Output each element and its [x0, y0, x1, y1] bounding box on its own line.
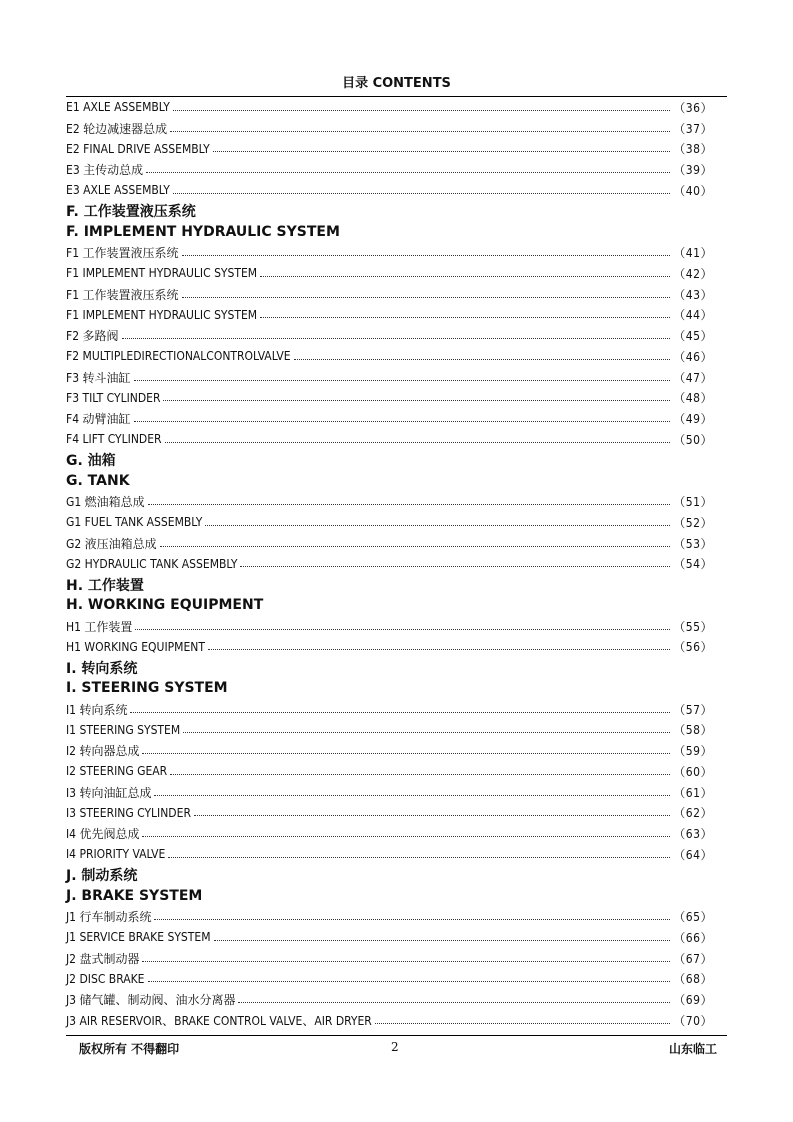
toc-entry-page: （47） [673, 370, 713, 385]
page-footer [0, 1040, 793, 1060]
toc-entry-title: F4 LIFT CYLINDER [66, 432, 162, 447]
toc-dot-leader [148, 981, 671, 982]
toc-entry[interactable] [66, 699, 713, 720]
toc-entry-page: （50） [673, 432, 713, 447]
toc-entry-page: （56） [673, 640, 713, 655]
toc-dot-leader [130, 712, 670, 713]
copyright-notice: 版权所有 不得翻印 [79, 1042, 180, 1056]
toc-entry-title: J3 储气罐、制动阀、油水分离器 [66, 993, 236, 1008]
toc-section-heading: I. 转向系统 [66, 660, 138, 677]
toc-dot-leader [173, 193, 670, 194]
toc-entry-title: G1 FUEL TANK ASSEMBLY [66, 515, 203, 530]
toc-entry[interactable] [66, 242, 713, 263]
toc-entry[interactable] [66, 1010, 713, 1031]
toc-entry[interactable] [66, 533, 713, 554]
toc-entry-page: （40） [673, 183, 713, 198]
toc-entry[interactable] [66, 512, 713, 533]
toc-entry-title: I2 转向器总成 [66, 744, 140, 759]
toc-dot-leader [173, 110, 670, 111]
toc-dot-leader [148, 504, 671, 505]
toc-entry[interactable] [66, 180, 713, 201]
toc-entry-page: （62） [673, 806, 713, 821]
toc-entry-title: G2 HYDRAULIC TANK ASSEMBLY [66, 556, 238, 571]
toc-dot-leader [214, 940, 671, 941]
toc-entry[interactable] [66, 948, 713, 969]
toc-entry-page: （46） [673, 349, 713, 364]
toc-entry-page: （42） [673, 266, 713, 281]
toc-entry[interactable] [66, 305, 713, 326]
toc-entry-page: （52） [673, 515, 713, 530]
toc-entry-title: E3 AXLE ASSEMBLY [66, 183, 170, 198]
toc-entry[interactable] [66, 740, 713, 761]
toc-dot-leader [142, 836, 670, 837]
toc-dot-leader [240, 566, 670, 567]
toc-dot-leader [163, 400, 670, 401]
page-number: 2 [391, 1040, 399, 1054]
toc-entry-page: （54） [673, 557, 713, 572]
toc-entry-title: E2 FINAL DRIVE ASSEMBLY [66, 141, 210, 156]
toc-entry-title: F1 工作装置液压系统 [66, 287, 179, 302]
toc-dot-leader [183, 732, 670, 733]
toc-entry[interactable] [66, 969, 713, 990]
toc-entry-title: J2 盘式制动器 [66, 951, 140, 966]
toc-dot-leader [142, 753, 670, 754]
toc-dot-leader [134, 421, 671, 422]
toc-entry[interactable] [66, 367, 713, 388]
toc-entry-title: F1 IMPLEMENT HYDRAULIC SYSTEM [66, 266, 258, 281]
toc-entry[interactable] [66, 803, 713, 824]
toc-dot-leader [260, 276, 670, 277]
toc-entry-page: （49） [673, 412, 713, 427]
toc-dot-leader [170, 131, 670, 132]
toc-dot-leader [154, 795, 670, 796]
toc-entry-page: （58） [673, 723, 713, 738]
toc-entry[interactable] [66, 637, 713, 658]
toc-entry[interactable] [66, 408, 713, 429]
toc-entry-page: （61） [673, 785, 713, 800]
toc-entry-title: F2 多路阀 [66, 329, 119, 344]
toc-entry-page: （44） [673, 308, 713, 323]
toc-entry-title: H1 WORKING EQUIPMENT [66, 639, 205, 654]
toc-section-heading: J. 制动系统 [66, 868, 138, 885]
toc-entry-title: F4 动臂油缸 [66, 412, 131, 427]
toc-entry[interactable] [66, 554, 713, 575]
toc-dot-leader [170, 774, 670, 775]
toc-dot-leader [375, 1023, 670, 1024]
toc-entry-page: （53） [673, 536, 713, 551]
toc-section-heading: I. STEERING SYSTEM [66, 680, 228, 697]
toc-entry[interactable] [66, 388, 713, 409]
toc-entry-page: （57） [673, 702, 713, 717]
toc-entry-page: （55） [673, 619, 713, 634]
toc-section-heading: F. IMPLEMENT HYDRAULIC SYSTEM [66, 223, 340, 240]
toc-entry-page: （70） [673, 1013, 713, 1028]
toc-entry-page: （66） [673, 930, 713, 945]
toc-entry-title: F2 MULTIPLEDIRECTIONALCONTROLVALVE [66, 349, 291, 364]
toc-entry-page: （38） [673, 142, 713, 157]
toc-entry[interactable] [66, 429, 713, 450]
toc-dot-leader [165, 442, 671, 443]
toc-entry-title: J1 行车制动系统 [66, 910, 152, 925]
toc-entry[interactable] [66, 989, 713, 1010]
company-name: 山东临工 [668, 1042, 717, 1056]
toc-entry-title: J1 SERVICE BRAKE SYSTEM [66, 930, 211, 945]
toc-entry-title: E3 主传动总成 [66, 163, 144, 178]
toc-entry[interactable] [66, 823, 713, 844]
table-of-contents [66, 97, 713, 1031]
toc-entry-title: I2 STEERING GEAR [66, 764, 168, 779]
toc-dot-leader [238, 1002, 670, 1003]
toc-entry-title: F3 TILT CYLINDER [66, 390, 161, 405]
toc-entry-title: G1 燃油箱总成 [66, 495, 145, 510]
toc-entry-title: E1 AXLE ASSEMBLY [66, 100, 170, 115]
toc-entry-title: I1 转向系统 [66, 702, 128, 717]
toc-entry-title: G2 液压油箱总成 [66, 536, 157, 551]
toc-entry-title: F1 IMPLEMENT HYDRAULIC SYSTEM [66, 307, 258, 322]
toc-section-heading: G. TANK [66, 472, 130, 489]
toc-entry[interactable] [66, 346, 713, 367]
toc-entry-page: （39） [673, 163, 713, 178]
toc-entry[interactable] [66, 906, 713, 927]
toc-dot-leader [168, 857, 670, 858]
toc-dot-leader [213, 151, 671, 152]
toc-entry-page: （45） [673, 329, 713, 344]
toc-entry[interactable] [66, 284, 713, 305]
toc-entry-title: I3 STEERING CYLINDER [66, 805, 191, 820]
toc-entry[interactable] [66, 97, 713, 118]
toc-section-heading: G. 油箱 [66, 453, 116, 470]
toc-section-heading: F. 工作装置液压系统 [66, 204, 196, 221]
toc-entry-page: （63） [673, 827, 713, 842]
toc-entry-page: （67） [673, 951, 713, 966]
toc-dot-leader [194, 815, 670, 816]
toc-entry-title: H1 工作装置 [66, 619, 133, 634]
toc-entry[interactable] [66, 782, 713, 803]
toc-entry[interactable] [66, 159, 713, 180]
toc-entry[interactable] [66, 616, 713, 637]
toc-entry-page: （48） [673, 391, 713, 406]
toc-section-heading: H. WORKING EQUIPMENT [66, 597, 264, 614]
toc-dot-leader [146, 172, 670, 173]
toc-entry-page: （65） [673, 910, 713, 925]
page-header-title: 目录 CONTENTS [342, 76, 451, 91]
footer-rule [66, 1035, 727, 1036]
toc-entry-title: I4 优先阀总成 [66, 827, 140, 842]
toc-entry-page: （36） [673, 100, 713, 115]
toc-dot-leader [182, 297, 671, 298]
toc-dot-leader [160, 546, 671, 547]
toc-section-heading: J. BRAKE SYSTEM [66, 887, 203, 904]
toc-dot-leader [205, 525, 670, 526]
toc-dot-leader [142, 961, 670, 962]
toc-dot-leader [182, 255, 671, 256]
toc-entry-page: （51） [673, 495, 713, 510]
toc-entry-title: F1 工作装置液压系统 [66, 246, 179, 261]
toc-entry[interactable] [66, 263, 713, 284]
toc-dot-leader [260, 317, 670, 318]
toc-entry-title: F3 转斗油缸 [66, 370, 131, 385]
toc-entry-page: （37） [673, 121, 713, 136]
toc-entry[interactable] [66, 844, 713, 865]
toc-entry-page: （69） [673, 993, 713, 1008]
toc-entry[interactable] [66, 139, 713, 160]
toc-entry-page: （64） [673, 847, 713, 862]
toc-dot-leader [208, 649, 670, 650]
toc-entry-page: （68） [673, 972, 713, 987]
toc-entry-title: E2 轮边减速器总成 [66, 121, 168, 136]
toc-entry-page: （41） [673, 246, 713, 261]
toc-entry-title: I4 PRIORITY VALVE [66, 847, 166, 862]
toc-entry-page: （60） [673, 764, 713, 779]
toc-entry[interactable] [66, 491, 713, 512]
toc-entry-title: J3 AIR RESERVOIR、BRAKE CONTROL VALVE、AIR DRYER [66, 1013, 372, 1028]
toc-entry[interactable] [66, 720, 713, 741]
toc-dot-leader [135, 629, 670, 630]
toc-entry-page: （43） [673, 287, 713, 302]
toc-dot-leader [134, 380, 671, 381]
toc-entry[interactable] [66, 325, 713, 346]
toc-dot-leader [294, 359, 671, 360]
toc-dot-leader [122, 338, 671, 339]
toc-entry-title: I3 转向油缸总成 [66, 785, 152, 800]
toc-entry[interactable] [66, 761, 713, 782]
toc-dot-leader [154, 919, 670, 920]
toc-entry[interactable] [66, 927, 713, 948]
toc-entry-title: I1 STEERING SYSTEM [66, 722, 181, 737]
toc-entry[interactable] [66, 118, 713, 139]
toc-section-heading: H. 工作装置 [66, 577, 144, 594]
toc-entry-page: （59） [673, 744, 713, 759]
toc-entry-title: J2 DISC BRAKE [66, 971, 145, 986]
